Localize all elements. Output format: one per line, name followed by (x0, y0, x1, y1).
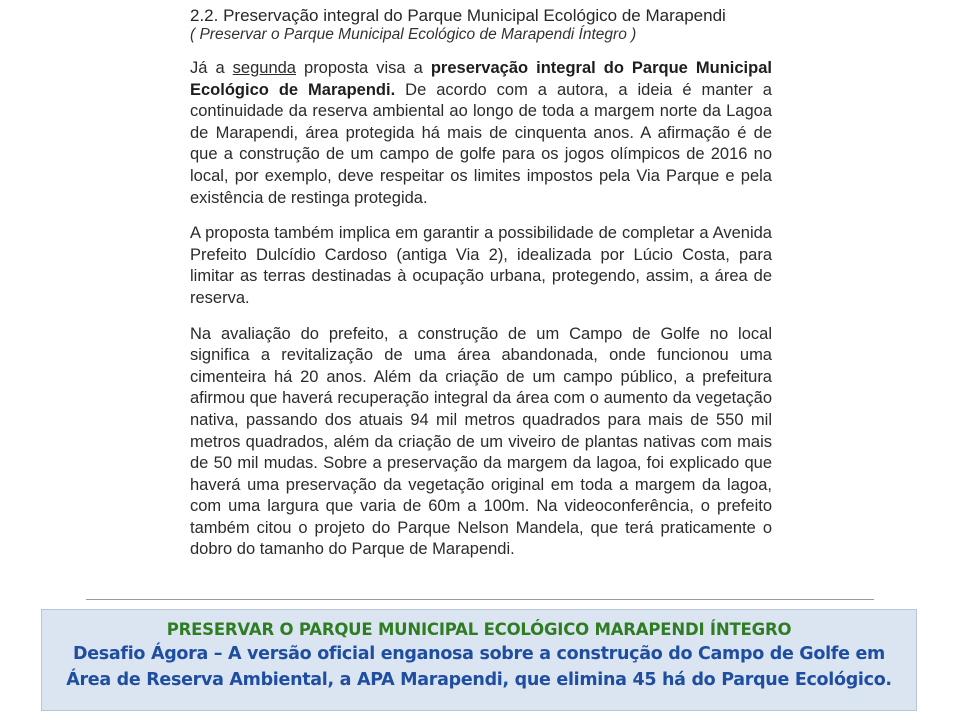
paragraph-1-text-a: Já a (190, 59, 233, 77)
document-excerpt (190, 6, 772, 575)
paragraph-3: Na avaliação do prefeito, a construção de um Campo de Golfe no local significa a revitalização de uma área abandonada, onde funcionou uma cimenteira há 20 anos. Além da criação de um campo público, a prefeitura afirmou que haverá recuperação integral da área com o aumento da vegetação nativa, passando dos atuais 94 mil metros quadrados para mais de 550 mil metros quadrados, além da criação de um viveiro de plantas nativas com mais de 50 mil mudas. Sobre a preservação da margem da lagoa, foi explicado que haverá uma preservação da vegetação original em toda a margem da lagoa, com uma largura que varia de 60m a 100m. Na videoconferência, o prefeito também citou o projeto do Parque Nelson Mandela, que terá praticamente o dobro do tamanho do Parque de Marapendi. (190, 324, 772, 559)
paragraph-1-text-c: De acordo com a autora, a ideia é manter a continuidade da reserva ambiental ao longo de toda a margem norte da Lagoa de Marapendi, área protegida há mais de cinquenta anos. A afirmação é de que a construção de um campo de golfe para os jogos olímpicos de 2016 no local, por exemplo, deve respeitar os limites impostos pela Via Parque e pela existência de restinga protegida. (190, 80, 772, 207)
caption-line-2: Desafio Ágora – A versão oficial enganosa sobre a construção do Campo de Golfe em (73, 644, 885, 664)
caption-box (41, 609, 917, 711)
paragraph-1-bold: preservação integral do Parque Municipal Ecológico de Marapendi. (190, 59, 772, 99)
paragraph-2: A proposta também implica em garantir a possibilidade de completar a Avenida Prefeito Dulcídio Cardoso (antiga Via 2), idealizada por Lúcio Costa, para limitar as terras destinadas à ocupação urbana, protegendo, assim, a área de reserva. (190, 224, 772, 307)
paragraph-1-text-b: proposta visa a (295, 59, 431, 77)
paragraph-1 (190, 58, 772, 209)
section-subheading: ( Preservar o Parque Municipal Ecológico de Marapendi Íntegro ) (190, 26, 637, 43)
caption-title: PRESERVAR O PARQUE MUNICIPAL ECOLÓGICO MARAPENDI ÍNTEGRO (166, 620, 792, 639)
section-heading: 2.2. Preservação integral do Parque Municipal Ecológico de Marapendi (190, 6, 726, 25)
paragraph-1-underlined: segunda (232, 59, 296, 77)
caption-line-3: Área de Reserva Ambiental, a APA Marapendi, que elimina 45 há do Parque Ecológico. (66, 670, 892, 690)
divider (86, 599, 874, 600)
